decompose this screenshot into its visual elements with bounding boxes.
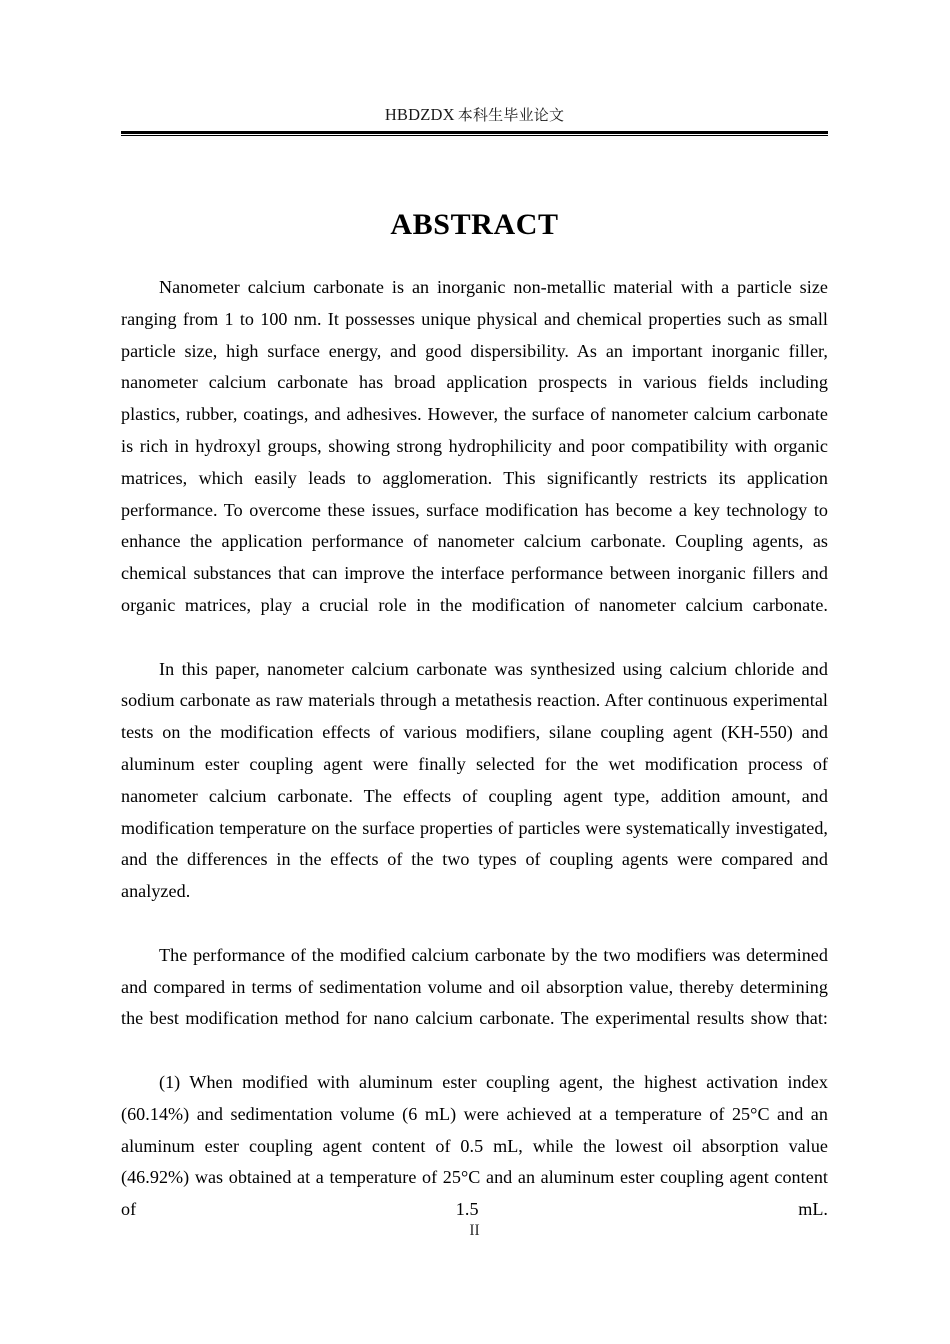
- running-header-text: [121, 104, 828, 126]
- abstract-body: [121, 272, 828, 1258]
- page-title: ABSTRACT: [390, 208, 559, 242]
- paragraph: Nanometer calcium carbonate is an inorganic non-metallic material with a particle size ranging from 1 to 100 nm. It possesses unique physical and chemical properties such as small particle size, high surface energy, and good dispersibility. As an important inorganic filler, nanometer calcium carbonate has broad application prospects in various fields including plastics, rubber, coatings, and adhesives. However, the surface of nanometer calcium carbonate is rich in hydroxyl groups, showing strong hydrophilicity and poor compatibility with organic matrices, which easily leads to agglomeration. This significantly restricts its application performance. To overcome these issues, surface modification has become a key technology to enhance the application performance of nanometer calcium carbonate. Coupling agents, as chemical substances that can improve the interface performance between inorganic fillers and organic matrices, play a crucial role in the modification of nanometer calcium carbonate.: [121, 277, 828, 615]
- paragraph: The performance of the modified calcium carbonate by the two modifiers was determined and compared in terms of sedimentation volume and oil absorption value, thereby determining the best modification method for nano calcium carbonate. The experimental results show that:: [121, 944, 828, 1029]
- running-header-latin: HBDZDX: [384, 105, 455, 124]
- running-header-cjk: 本科生毕业论文: [457, 106, 565, 124]
- page-number: II: [469, 1222, 480, 1239]
- header-divider: [121, 131, 828, 136]
- header-divider-thin-line: [121, 135, 828, 136]
- running-header: [121, 104, 828, 136]
- paragraph: In this paper, nanometer calcium carbonate was synthesized using calcium chloride and sodium carbonate as raw materials through a metathesis reaction. After continuous experimental tests on the modification effects of various modifiers, silane coupling agent (KH-550) and aluminum ester coupling agent were finally selected for the wet modification process of nanometer calcium carbonate. The effects of coupling agent type, addition amount, and modification temperature on the surface properties of particles were systematically investigated, and the differences in the effects of the two types of coupling agents were compared and analyzed.: [121, 658, 828, 902]
- paragraph: (1) When modified with aluminum ester coupling agent, the highest activation index (60.14%) and sedimentation volume (6 mL) were achieved at a temperature of 25°C and an aluminum ester coupling agent content of 0.5 mL, while the lowest oil absorption value (46.92%) was obtained at a temperature of 25°C and an aluminum ester coupling agent content of 1.5 mL.: [121, 1071, 828, 1220]
